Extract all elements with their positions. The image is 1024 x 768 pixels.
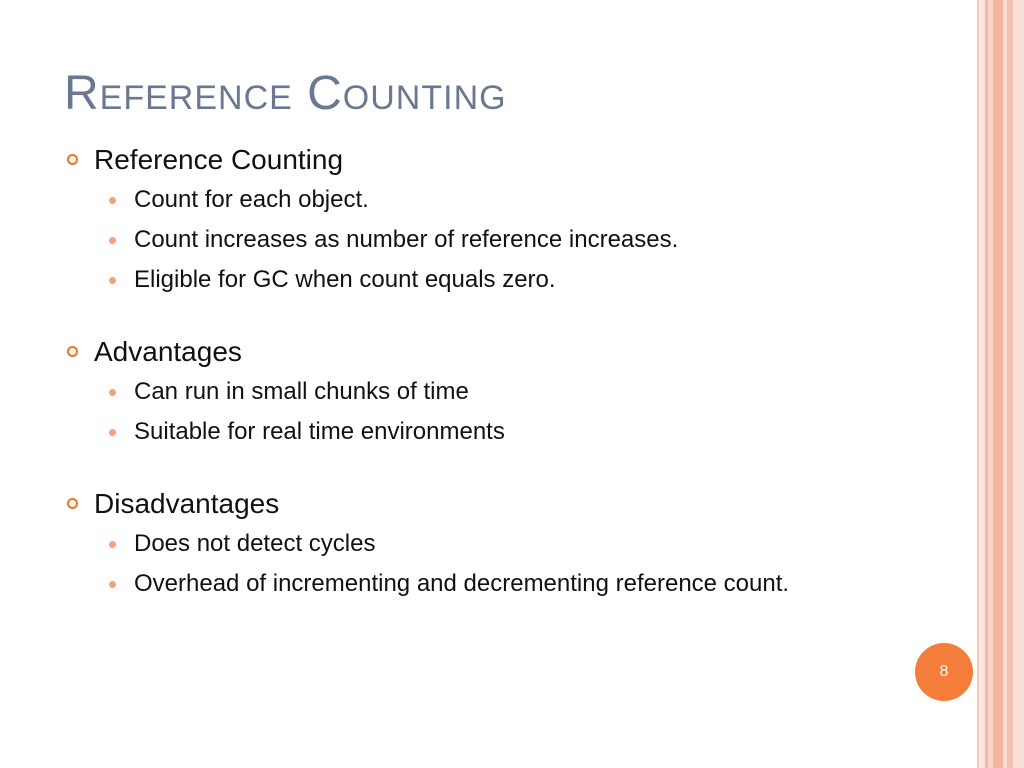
section-heading: Disadvantages (94, 488, 280, 519)
dot-bullet-icon (109, 389, 116, 396)
bullet-level2 (64, 524, 964, 564)
dot-bullet-icon (109, 429, 116, 436)
dot-bullet-icon (109, 277, 116, 284)
section-advantages (64, 332, 964, 452)
border-stripe (993, 0, 1003, 768)
ring-bullet-icon (67, 154, 78, 165)
dot-bullet-icon (109, 541, 116, 548)
bullet-level1 (64, 332, 964, 372)
bullet-level2 (64, 564, 964, 604)
bullet-text: Count increases as number of reference increases. (134, 226, 679, 253)
page-number-badge: 8 (915, 643, 973, 701)
dot-bullet-icon (109, 581, 116, 588)
bullet-text: Overhead of incrementing and decrementing reference count. (134, 570, 790, 597)
section-heading: Reference Counting (94, 144, 344, 175)
section-reference-counting (64, 140, 964, 300)
ring-bullet-icon (67, 346, 78, 357)
bullet-text: Suitable for real time environments (134, 418, 505, 445)
ring-bullet-icon (67, 498, 78, 509)
bullet-level2 (64, 220, 964, 260)
section-heading: Advantages (94, 336, 242, 367)
bullet-text: Can run in small chunks of time (134, 378, 469, 405)
slide-body (64, 140, 964, 636)
bullet-text: Does not detect cycles (134, 530, 376, 557)
dot-bullet-icon (109, 237, 116, 244)
bullet-level1 (64, 140, 964, 180)
bullet-text: Count for each object. (134, 186, 369, 213)
bullet-level2 (64, 180, 964, 220)
border-stripe (1013, 0, 1024, 768)
dot-bullet-icon (109, 197, 116, 204)
bullet-level2 (64, 372, 964, 412)
bullet-level2 (64, 260, 964, 300)
bullet-level1 (64, 484, 964, 524)
slide-title: Reference Counting (64, 67, 507, 120)
bullet-text: Eligible for GC when count equals zero. (134, 266, 556, 293)
bullet-level2 (64, 412, 964, 452)
section-disadvantages (64, 484, 964, 604)
